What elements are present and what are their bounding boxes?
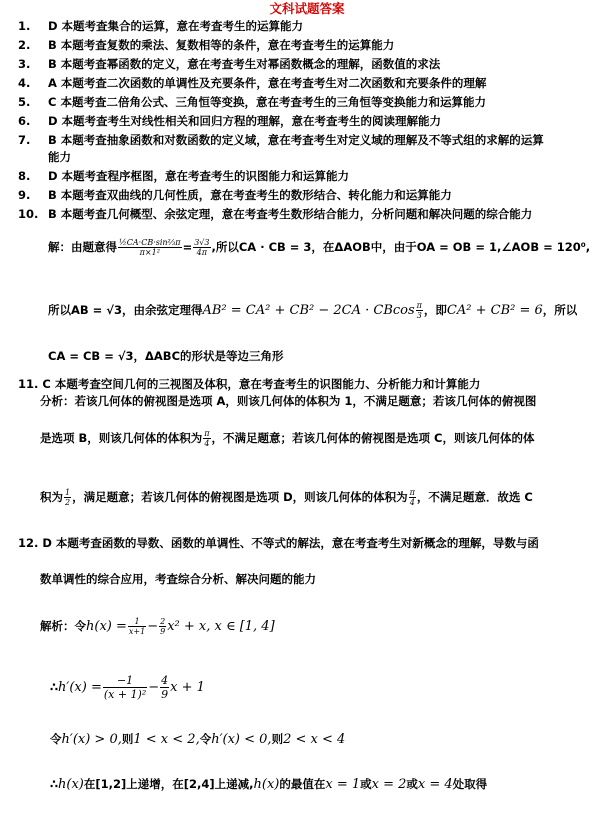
q12-fraction xyxy=(103,674,147,701)
fraction-numerator: 3√3 xyxy=(194,238,210,247)
answer-item xyxy=(18,113,441,129)
answer-number: 5. xyxy=(18,95,31,109)
answer-item xyxy=(18,75,486,91)
q12-text: 或 xyxy=(360,777,372,791)
q12-step1 xyxy=(40,617,275,636)
q12-text: 则 xyxy=(121,732,134,746)
q12-formula: x + 1 xyxy=(170,680,205,695)
fraction-denominator: (x + 1)² xyxy=(103,688,147,701)
fraction-denominator: 9 xyxy=(161,688,169,701)
answer-item xyxy=(18,149,71,165)
answer-number: 6. xyxy=(18,114,31,128)
q12-formula: − xyxy=(148,680,160,695)
fraction-denominator: 4π xyxy=(196,248,208,257)
q12-step3 xyxy=(50,731,345,748)
q12-formula: h(x) = xyxy=(86,619,127,634)
fraction-numerator: 1 xyxy=(128,617,146,627)
q10-formula-2: CA² + CB² = 6 xyxy=(446,303,543,318)
fraction-numerator: ½CA·CB·sin⅔π xyxy=(119,238,181,247)
q12-text: 的最值在 xyxy=(279,777,326,791)
answer-text: D 本题考查集合的运算，意在考查考生的运算能力 xyxy=(48,19,304,33)
q12-formula: x = 2 xyxy=(371,777,407,792)
answer-text: A 本题考查二次函数的单调性及充要条件，意在考查考生对二次函数和充要条件的理解 xyxy=(48,76,487,90)
q10-text: 解：由题意得 xyxy=(48,240,117,254)
answer-item xyxy=(18,187,452,203)
q11-header: 11. C 本题考查空间几何的三视图及体积，意在考查考生的识图能力、分析能力和计算能力 xyxy=(18,377,481,391)
answer-number: 9. xyxy=(18,188,31,202)
answer-item xyxy=(18,18,303,34)
fraction-denominator: 2 xyxy=(65,498,71,507)
q12-formula: x = 1 xyxy=(325,777,361,792)
answer-number: 3. xyxy=(18,57,31,71)
q11-text: ，不满足题意；若该几何体的俯视图是选项 C，则该几何体的体 xyxy=(211,431,535,445)
q10-fraction xyxy=(118,238,182,257)
answer-item xyxy=(18,94,486,110)
q10-pi-fraction xyxy=(416,301,423,320)
answer-text: B 本题考查抽象函数和对数函数的定义域，意在考查考生对定义域的理解及不等式组的求解的运算 xyxy=(48,133,544,147)
q11-text: ，满足题意；若该几何体的俯视图是选项 D，则该几何体的体积为 xyxy=(72,490,408,504)
q12-fraction xyxy=(160,674,169,701)
q12-formula: h′(x) = xyxy=(58,680,102,695)
answer-text: B 本题考查几何概型、余弦定理，意在考查考生数形结合能力，分析问题和解决问题的综合能力 xyxy=(48,207,533,221)
q12-formula: − xyxy=(147,619,159,634)
answer-number: 10. xyxy=(18,207,39,221)
fraction-numerator: 4 xyxy=(161,674,169,687)
q12-formula: 2 < x < 4 xyxy=(283,732,346,747)
equals-sign: = xyxy=(182,240,193,254)
answer-item xyxy=(18,37,394,53)
q11-analysis-line3 xyxy=(40,488,533,507)
q12-text: 令 xyxy=(199,732,212,746)
q11-fraction xyxy=(409,488,416,507)
q10-formula: AB² = CA² + CB² − 2CA · CBcos xyxy=(202,303,415,318)
q12-header: 12. D 本题考查函数的导数、函数的单调性、不等式的解法，意在考查考生对新概念的理解，导数与函 xyxy=(18,536,539,550)
q10-text: ，即 xyxy=(423,303,447,317)
q12-formula: x = 4 xyxy=(417,777,453,792)
q10-solution-line2 xyxy=(48,301,577,320)
q12-text: ∴ xyxy=(50,777,59,791)
q11-analysis-line1: 分析：若该几何体的俯视图是选项 A，则该几何体的体积为 1，不满足题意；若该几何体的俯视图 xyxy=(40,394,537,408)
q10-solution-line1 xyxy=(48,238,590,257)
answer-item xyxy=(18,56,440,72)
answer-item xyxy=(18,206,532,222)
q11-text: 积为 xyxy=(40,490,63,504)
answer-text: B 本题考查幂函数的定义，意在考查考生对幂函数概念的理解，函数值的求法 xyxy=(48,57,441,71)
answer-text: B 本题考查复数的乘法、复数相等的条件，意在考查考生的运算能力 xyxy=(48,38,395,52)
answer-item xyxy=(18,168,349,184)
answer-text: 能力 xyxy=(48,150,71,164)
fraction-denominator: x+1 xyxy=(128,627,146,636)
fraction-denominator: 9 xyxy=(160,627,166,636)
page-title: 文科试题答案 xyxy=(269,1,345,16)
q12-formula: h(x) xyxy=(253,777,280,792)
q12-formula: x² + x, x ∈ [1, 4] xyxy=(167,619,275,634)
answer-item xyxy=(18,132,544,148)
q12-fraction xyxy=(159,617,166,636)
q11-fraction xyxy=(64,488,71,507)
q10-text: ,所以CA · CB = 3，在ΔAOB中，由于OA = OB = 1,∠AOB = 120⁰, xyxy=(211,240,591,254)
fraction-numerator: π xyxy=(204,429,210,438)
q12-text: ∴ xyxy=(50,680,59,694)
q12-text: 或 xyxy=(406,777,418,791)
fraction-numerator: −1 xyxy=(103,674,147,688)
q12-text: 令 xyxy=(50,732,62,746)
answer-text: D 本题考查考生对线性相关和回归方程的理解，意在考查考生的阅读理解能力 xyxy=(48,114,442,128)
fraction-numerator: π xyxy=(416,301,422,310)
answer-text: C 本题考查二倍角公式、三角恒等变换，意在考查考生的三角恒等变换能力和运算能力 xyxy=(48,95,486,109)
q10-text: ，所以 xyxy=(542,303,578,317)
answer-text: D 本题考查程序框图，意在考查考生的识图能力和运算能力 xyxy=(48,169,350,183)
answer-number: 7. xyxy=(18,133,31,147)
q12-text: 则 xyxy=(271,732,284,746)
fraction-denominator: 4 xyxy=(409,498,415,507)
q12-formula: 1 < x < 2, xyxy=(133,732,200,747)
fraction-denominator: 3 xyxy=(416,311,422,320)
fraction-denominator: 4 xyxy=(204,439,210,448)
fraction-denominator: π×1² xyxy=(139,248,160,257)
answer-number: 2. xyxy=(18,38,31,52)
q10-fraction-2 xyxy=(193,238,210,257)
answer-number: 1. xyxy=(18,19,31,33)
q12-fraction xyxy=(128,617,146,636)
answer-text: B 本题考查双曲线的几何性质，意在考查考生的数形结合、转化能力和运算能力 xyxy=(48,188,452,202)
q11-text: ，不满足题意．故选 C xyxy=(416,490,533,504)
q12-step2 xyxy=(50,674,205,701)
q12-header-cont: 数单调性的综合应用，考查综合分析、解决问题的能力 xyxy=(40,572,316,586)
q12-formula: h′(x) > 0, xyxy=(61,732,122,747)
fraction-numerator: π xyxy=(409,488,415,497)
q12-formula: h(x) xyxy=(58,777,84,792)
q11-fraction xyxy=(203,429,210,448)
q12-text: 在[1,2]上递增，在[2,4]上递减, xyxy=(83,777,254,791)
q10-solution-line3: CA = CB = √3，ΔABC的形状是等边三角形 xyxy=(48,349,284,363)
fraction-numerator: 2 xyxy=(160,617,166,626)
q12-text: 处取得 xyxy=(452,777,488,791)
answer-number: 8. xyxy=(18,169,31,183)
fraction-numerator: 1 xyxy=(65,488,71,497)
q12-step4 xyxy=(50,776,487,793)
q11-text: 是选项 B，则该几何体的体积为 xyxy=(40,431,203,445)
q12-text: 解析：令 xyxy=(40,619,86,633)
q11-analysis-line2 xyxy=(40,429,535,448)
answer-number: 4. xyxy=(18,76,31,90)
q10-text: 所以AB = √3，由余弦定理得 xyxy=(48,303,203,317)
q12-formula: h′(x) < 0, xyxy=(211,732,272,747)
